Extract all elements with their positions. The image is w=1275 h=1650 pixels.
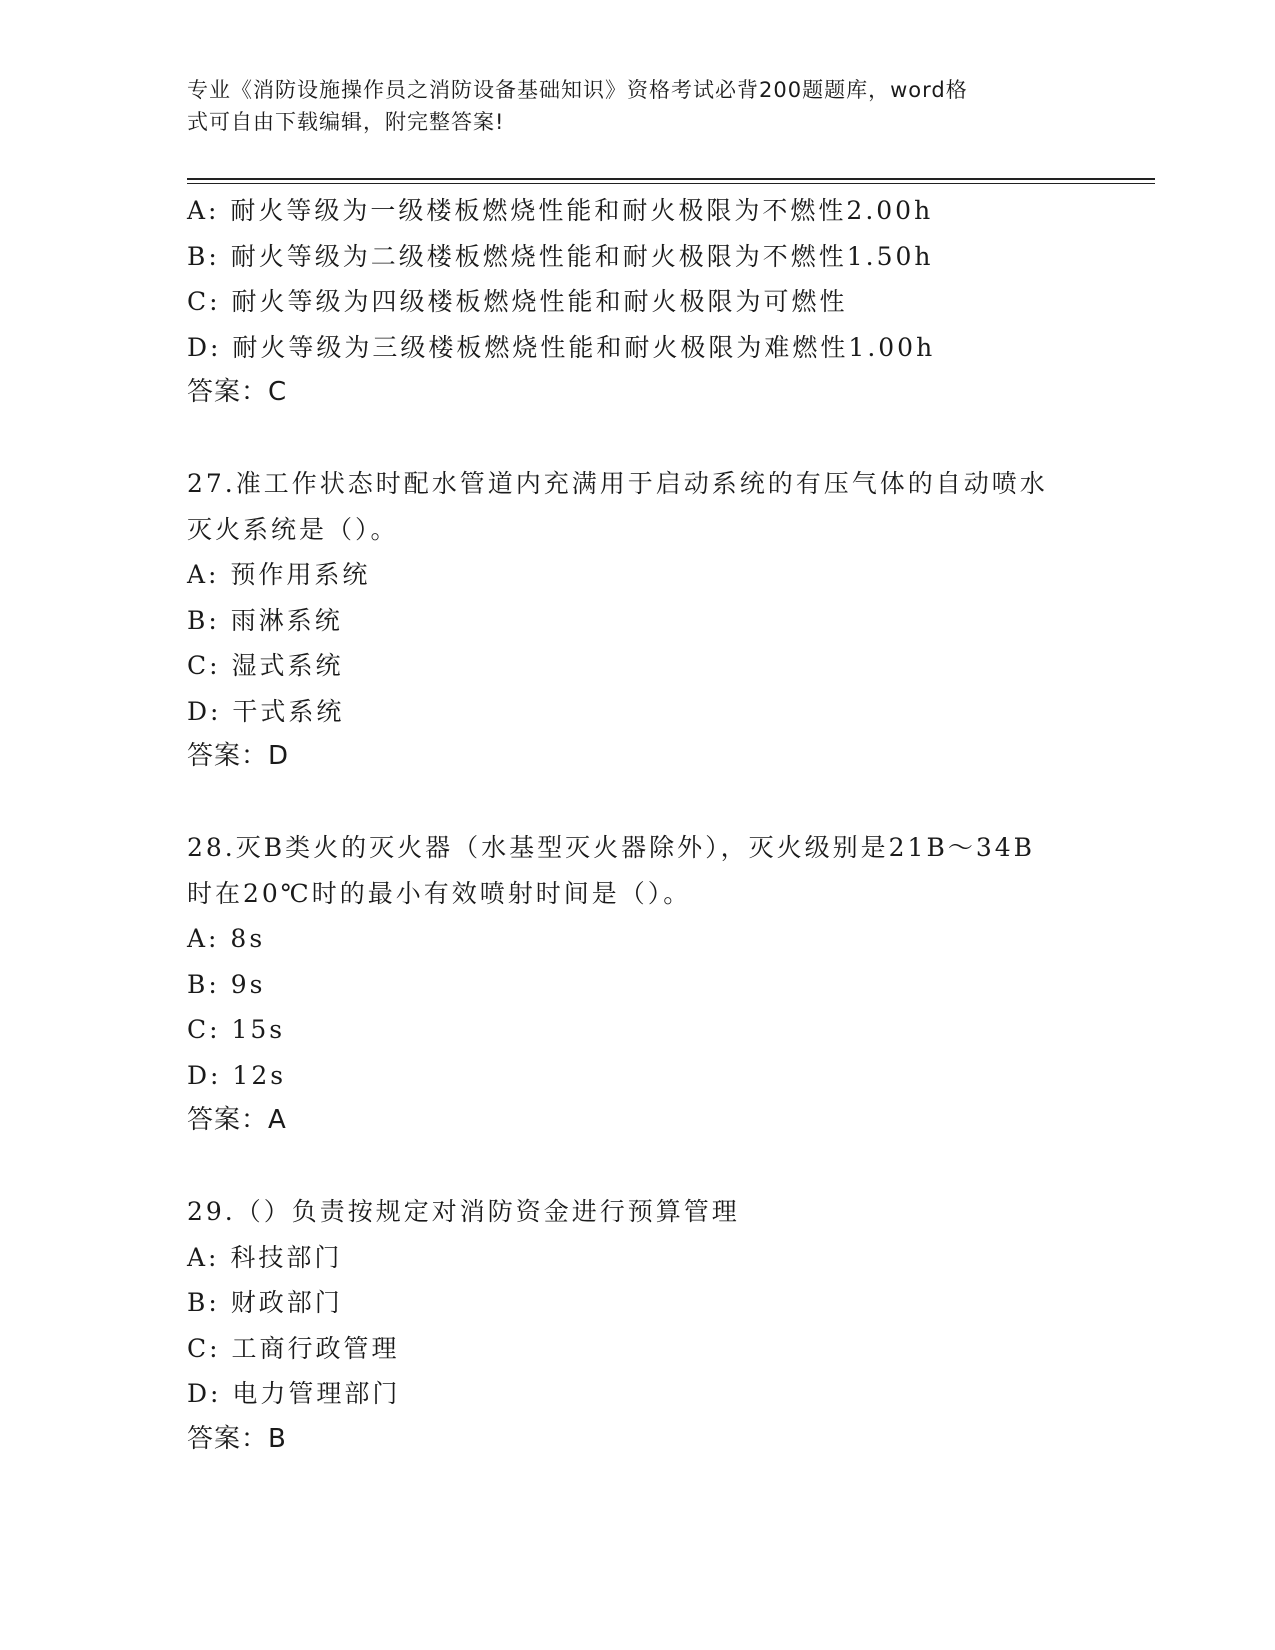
question-29 [187,1189,1087,1462]
spacer [187,416,1087,462]
option-b: B: 9s [187,969,266,999]
question-stem-line-2: 灭火系统是（）。 [187,514,399,544]
option-d: D: 电力管理部门 [187,1379,401,1408]
option-a: A: 科技部门 [187,1242,343,1272]
option-a: A: 预作用系统 [187,560,371,589]
option-c: C: 湿式系统 [187,651,344,680]
question-stem-line-2: 时在20℃时的最小有效喷射时间是（）。 [187,878,692,908]
document-header [187,74,1067,138]
header-divider-thick [187,178,1155,180]
option-c: C: 15s [187,1015,286,1044]
header-divider-thin [187,183,1155,184]
question-stem-line-1: 27.准工作状态时配水管道内充满用于启动系统的有压气体的自动喷水 [187,469,1048,498]
question-stem-line-1: 29.（）负责按规定对消防资金进行预算管理 [187,1197,740,1226]
answer-line: 答案：C [187,377,288,407]
option-c: C: 工商行政管理 [187,1333,400,1363]
header-line-2: 式可自由下载编辑，附完整答案! [187,110,505,134]
option-a: A: 8s [187,924,266,953]
option-a: A: 耐火等级为一级楼板燃烧性能和耐火极限为不燃性2.00h [187,196,934,225]
header-line-1: 专业《消防设施操作员之消防设备基础知识》资格考试必背200题题库，word格 [187,78,968,102]
question-stem-line-1: 28.灭B类火的灭火器（水基型灭火器除外），灭火级别是21B～34B [187,833,1035,862]
option-b: B: 财政部门 [187,1288,343,1317]
question-26-continued [187,188,1087,416]
option-b: B: 雨淋系统 [187,605,343,635]
question-list [187,188,1087,1462]
option-b: B: 耐火等级为二级楼板燃烧性能和耐火极限为不燃性1.50h [187,241,934,271]
answer-line: 答案：B [187,1423,287,1454]
answer-line: 答案：D [187,741,290,771]
spacer [187,780,1087,826]
answer-line: 答案：A [187,1105,287,1135]
option-d: D: 耐火等级为三级楼板燃烧性能和耐火极限为难燃性1.00h [187,332,936,362]
option-d: D: 12s [187,1060,287,1090]
question-28 [187,825,1087,1144]
option-d: D: 干式系统 [187,696,345,726]
question-27 [187,461,1087,780]
option-c: C: 耐火等级为四级楼板燃烧性能和耐火极限为可燃性 [187,287,848,316]
spacer [187,1144,1087,1190]
